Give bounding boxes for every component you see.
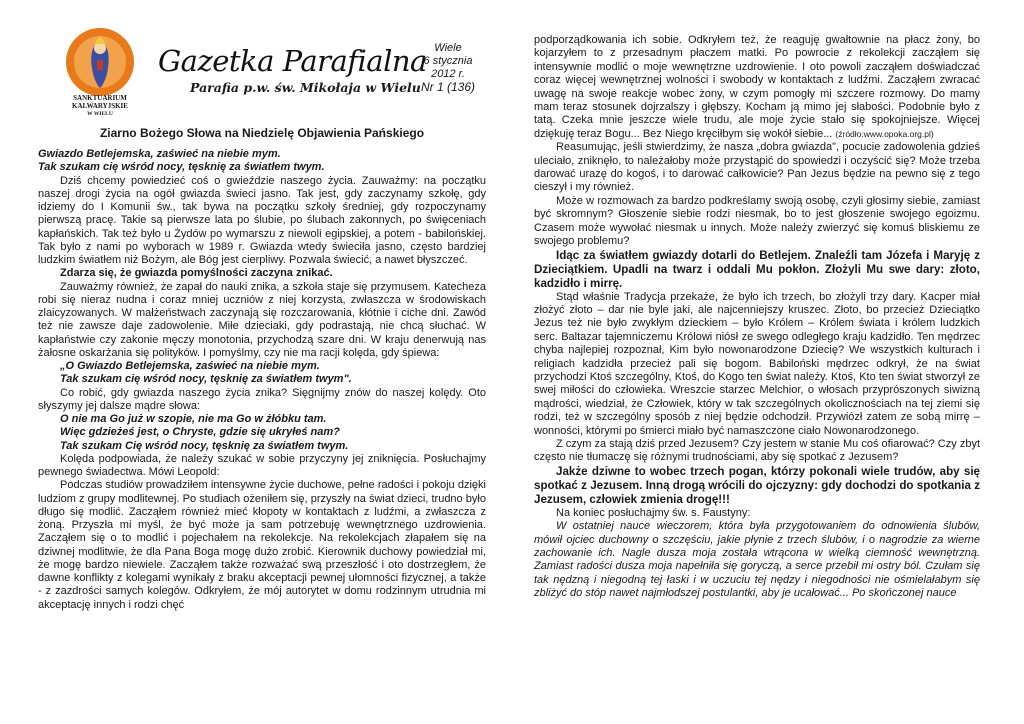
left-column [38, 22, 486, 612]
article-heading: Ziarno Bożego Słowa na Niedzielę Objawienia Pańskiego [99, 126, 425, 140]
paragraph: O nie ma Go już w szopie, nie ma Go w żłóbku tam. [60, 413, 327, 425]
paragraph: Z czym za stają dziś przed Jezusem? Czy jestem w stanie Mu coś ofiarować? Czy zbyt często nie tłumaczę się różnymi trudnościami, aby się spotkać z Jezusem? [534, 437, 980, 464]
paragraph: Zdarza się, że gwiazda pomyślności zaczyna znikać. [60, 267, 333, 280]
paragraph: Jakże dziwne to wobec trzech pogan, którzy pokonali wiele trudów, aby się spotkać z Jezusem. Inną drogą wrócili do ojczyzny: gdy dochodzi do spotkania z Jezusem, człowiek zmienia drogę!!! [534, 464, 980, 506]
logo-caption-2: KALWARYJSKIE [72, 102, 128, 110]
paragraph: Reasumując, jeśli stwierdzimy, że nasza „dobra gwiazda", pocucie zadowolenia gdzieś uleciało, zniknęło, to należałoby może przystąpić do spowiedzi i oczyścić się? Może trzeba darować urazę do kogoś, i to darować całkowicie? Pan Jezus będzie na pewno się z tego cieszył i my również. [534, 141, 980, 194]
paragraph: „O Gwiazdo Betlejemska, zaświeć na niebie mym. [60, 360, 320, 372]
masthead [38, 22, 486, 122]
logo-caption-3: W WIELU [87, 111, 113, 117]
paragraph: Podczas studiów prowadziłem intensywne życie duchowe, pełne radości i pokoju dzięki ludziom z grupy modlitewnej. Po studiach ożeniłem się, przyszły na świat dzieci, trudno było długo się modlić. Zacząłem również mieć kłopoty w kontaktach z ludźmi, a zwłaszcza z żoną. Przyszła mi myśl, że być może ja sam potrzebuję wewnętrznego uzdrowienia. Zacząłem się o to modlić i pojechałem na rekolekcje. Na rekolekcjach złapałem się na dziwnej modlitwie, że dla Pana Boga mogę dużo zrobić. Kierownik duchowy powiedział mi, że mogę bardzo niewiele. Zacząłem także rozważać swą przeszłość i oto dostrzegłem, że dawne konflikty z kolegami wynikały z braku akceptacji pewnej ułomności fizycznej, a także - z zazdrości samych kolegów. Odkryłem, że mój autorytet w domu rodzinnym utrudnia mi akceptację innych i rodzi chęć [38, 479, 486, 611]
issue-place: Wiele [434, 42, 462, 54]
paragraph: Co robić, gdy gwiazda naszego życia znika? Sięgnijmy znów do naszej kolędy. Oto słyszymy jej dalsze mądre słowa: [38, 386, 486, 412]
paragraph: Gwiazdo Betlejemska, zaświeć na niebie mym. [38, 148, 281, 160]
paragraph-text: podporządkowania ich sobie. Odkryłem też, że reaguję gwałtownie na płacz żony, bo kojarzyłem to z przesadnym płaczem matki. Po powrocie z rekolekcji zacząłem się intensywnie modlić o moje wewnętrzne uzdrowienie. I oto powoli zacząłem doświadczać coraz więcej wewnętrznej wolności i swobody w kontaktach z ludźmi. Zacząłem zwracać uwagę na swoje reakcje wobec żony, w czym pomogły mi szczere rozmowy. Do mamy mam teraz stosunek dojrzalszy i głębszy. Kocham ją mimo jej słabości. Podobnie było z tatą. Czeka mnie jeszcze wiele trudu, ale moje życie stało się spokojniejsze. Więcej dziękuję teraz Bogu... Bez Niego kręciłbym się wokół siebie... [534, 34, 980, 140]
logo-caption-1: SANKTUARIUM [73, 94, 127, 102]
paragraph: Więc gdzieżeś jest, o Chryste, gdzie się ukryłeś nam? [60, 426, 340, 439]
paragraph: Idąc za światłem gwiazdy dotarli do Betlejem. Znaleźli tam Józefa i Maryję z Dzieciątkiem. Upadli na twarz i oddali Mu pokłon. Złożyli Mu swe dary: złoto, kadzidło i mirrę. [534, 248, 980, 290]
left-article-body [38, 148, 486, 612]
paragraph: Kolęda podpowiada, że należy szukać w sobie przyczyny jej zniknięcia. Posłuchajmy pewnego świadectwa. Mówi Leopold: [38, 452, 486, 478]
paragraph [534, 34, 980, 141]
paragraph: Tak szukam Cię wśród nocy, tęsknię za światłem twym. [60, 439, 349, 452]
newsletter-title: Gazetka Parafialna [158, 44, 427, 78]
paragraph: Dziś chcemy powiedzieć coś o gwieździe naszego życia. Zauważmy: na początku naszej drogi życia na ogół gwiazda świeci jasno. Tak jest, gdy zaczynamy szkołę, gdy idziemy do I Komunii św., tak bywa na początku szkoły średniej, gdy rozpoczynamy pierwszą pracę. Takie są pierwsze lata po ślubie, po ślubach zakonnych, po święceniach kapłańskich. Tak też było u Żydów po wymarszu z niewoli egipskiej, a potem - babilońskiej. Tak było z nami po wyborach w 1989 r. Gwiazda wtedy świeciła jasno, często bardziej ludzkim światłem niż Bożym, ale Bóg jest cierpliwy. Pozwala świecić, a nawet błyszczeć. [38, 174, 486, 266]
paragraph: Tak szukam cię wśród nocy, tęsknię za światłem twym. [38, 161, 325, 174]
newsletter-subtitle: Parafia p.w. św. Mikołaja w Wielu [190, 80, 421, 95]
paragraph: W ostatniej nauce wieczorem, która była przygotowaniem do odnowienia ślubów, mówił ojciec duchowny o szczęściu, jakie płynie z trzech ślubów, i o nagrodzie za wierne zachowanie ich. Nagle dusza moja została wtrącona w wielką ciemność wewnętrzną. Zamiast radości dusza moja napełniła się goryczą, a serce przebił mi ostry ból. Czułam się tak nędzną i niegodną tej łaski i w uczuciu tej nędzy i niegodności nie ośmielałabym się zbliżyć do stóp nawet najmłodszej postulantki, aby je ucałować... Po skończonej nauce [534, 520, 980, 600]
paragraph: Na koniec posłuchajmy św. s. Faustyny: [556, 506, 751, 519]
issue-number: Nr 1 (136) [420, 80, 476, 94]
paragraph: Stąd właśnie Tradycja przekaże, że było ich trzech, bo złożyli trzy dary. Kacper miał złożyć złoto – dar nie byle jaki, ale najcenniejszy kruszec. Złoto, bo przecież Dzieciątko Jezus też nie było zwykłym dzieckiem – było Królem – Królem świata i królem ludzkich serc. Baltazar tajemniczemu Królowi niósł ze swego odległego kraju kadzidło. Ten mędrzec chyba najlepiej rozpoznał, Kim było nowonarodzone Dziecię? We wszystkich kulturach i religiach kadzidła przecież pali się bogom. Babiloński mędrzec odkrył, że na świat przychodzi Ktoś szczególny, Ktoś, do Kogo ten świat należy. Ktoś, Kto ten świat stworzył ze swej miłości do człowieka. Wreszcie starzec Melchior, o włosach przyprószonych siwizną mądrości, wiedział, że Człowiek, który w tak szczególnych okolicznościach na tej ziemi się rodzi, też w szczególny sposób z niej będzie odchodził. Przywiózł zatem ze sobą mirrę – wonności, którymi po śmierci miało być namaszczone ciało Nowonarodzonego. [534, 290, 980, 437]
issue-info [408, 42, 488, 94]
source-citation: (źródło:www.opoka.org.pl) [835, 128, 934, 139]
paragraph: Może w rozmowach za bardzo podkreślamy swoją osobę, czyli głosimy siebie, zamiast być skromnym? Głoszenie siebie rodzi niesmak, bo to jest głoszenie swojego egoizmu. Czasem może wywołać niesmak u innych. Może należy zwierzyć się komuś bliskiemu ze swojego problemu? [534, 194, 980, 248]
paragraph: Zauważmy również, że zapał do nauki znika, a szkoła staje się przymusem. Katecheza robi się nieraz nudna i coraz mniej uczniów z niej korzysta, zwłaszcza w środowiskach zlaicyzowanych. W małżeństwach zaczynają się rozczarowania, kłótnie i ciche dni. Zawód też nie zawsze daje zadowolenie. Miłe dzieciaki, gdy podrastają, nie chcą słuchać. W kapłaństwie czy zakonie męczy monotonia, przychodzą szare dni. W kraju denerwują nas żałosne oskarżania się polityków. I pomyślmy, czy nie ma racji kolęda, gdy śpiewa: [38, 280, 486, 359]
paragraph: Tak szukam cię wśród nocy, tęsknię za światłem twym". [60, 373, 352, 386]
issue-year: 2012 r. [431, 68, 465, 80]
right-article-body [534, 141, 980, 600]
issue-date: 6 stycznia [423, 55, 473, 67]
right-column [534, 34, 980, 601]
